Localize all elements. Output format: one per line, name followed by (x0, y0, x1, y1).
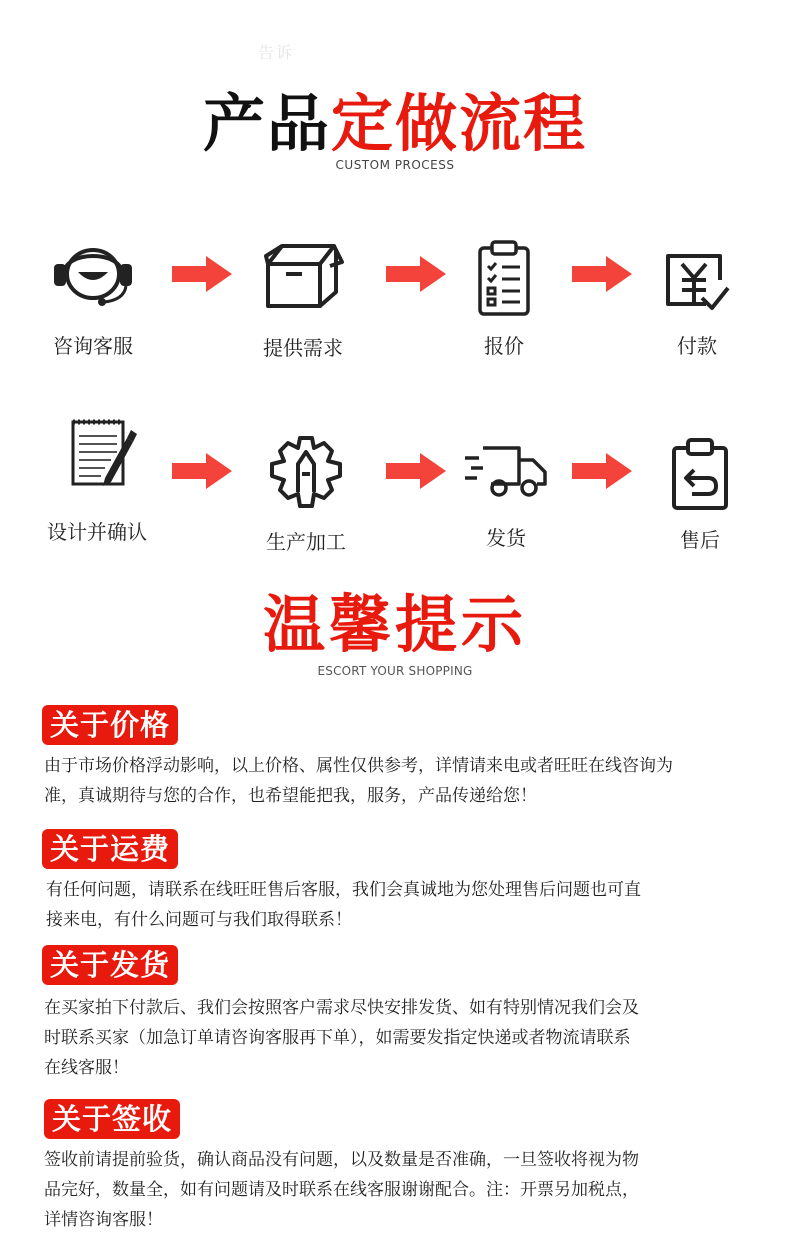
paragraph-price (44, 751, 744, 811)
step-label: 咨询客服 (53, 334, 133, 358)
step-label: 生产加工 (266, 530, 346, 554)
process-title-red: 定做流程 (331, 87, 588, 160)
step-consult (18, 236, 168, 359)
step-requirements (228, 240, 378, 361)
paragraph-line: 准，真诚期待与您的合作，也希望能把我，服务，产品传递给您！ (44, 786, 537, 806)
paragraph-line: 详情咨询客服！ (44, 1210, 163, 1230)
process-title (0, 84, 790, 164)
headset-icon (50, 236, 136, 308)
process-subtitle: CUSTOM PROCESS (335, 158, 455, 172)
paragraph-delivery (44, 993, 744, 1083)
step-shipping (431, 440, 581, 551)
yen-check-icon (662, 250, 732, 314)
tips-title: 温馨提示 (262, 588, 527, 661)
arrow-right-icon (172, 254, 232, 294)
step-label: 售后 (680, 528, 720, 552)
notepad-pen-icon (55, 414, 139, 490)
paragraph-line: 时联系买家（加急订单请咨询客服再下单），如需要发指定快递或者物流请联系 (44, 1028, 631, 1048)
delivery-truck-icon (461, 440, 551, 502)
paragraph-line: 签收前请提前验货，确认商品没有问题，以及数量是否准确，一旦签收将视为物 (44, 1150, 639, 1170)
step-label: 报价 (484, 334, 524, 358)
process-title-black: 产品 (202, 87, 331, 160)
paragraph-line: 品完好，数量全，如有问题请及时联系在线客服谢谢配合。注：开票另加税点， (44, 1180, 639, 1200)
step-quote (429, 238, 579, 359)
return-clipboard-icon (668, 436, 732, 512)
step-payment (622, 250, 772, 359)
faded-header-text: 告诉 (258, 43, 295, 62)
gear-pen-icon (268, 434, 344, 510)
box-icon (258, 240, 348, 310)
paragraph-shipping-fee (46, 875, 746, 935)
tag-price: 关于价格 (42, 705, 178, 745)
step-label: 付款 (677, 334, 717, 358)
paragraph-line: 接来电，有什么问题可与我们取得联系！ (46, 910, 352, 930)
paragraph-line: 有任何问题，请联系在线旺旺售后客服，我们会真诚地为您处理售后问题也可直 (46, 880, 641, 900)
step-production (231, 434, 381, 555)
step-design (22, 414, 172, 545)
paragraph-receipt (44, 1145, 744, 1235)
clipboard-checklist-icon (474, 238, 534, 318)
step-label: 发货 (486, 526, 526, 550)
tag-receipt: 关于签收 (44, 1099, 180, 1139)
tips-subtitle: ESCORT YOUR SHOPPING (317, 664, 473, 678)
arrow-right-icon (572, 451, 632, 491)
paragraph-line: 由于市场价格浮动影响，以上价格、属性仅供参考，详情请来电或者旺旺在线咨询为 (44, 756, 673, 776)
tag-delivery: 关于发货 (42, 945, 178, 985)
tag-shipping-fee: 关于运费 (42, 829, 178, 869)
arrow-right-icon (172, 451, 232, 491)
step-label: 提供需求 (263, 336, 343, 360)
paragraph-line: 在线客服！ (44, 1058, 129, 1078)
paragraph-line: 在买家拍下付款后、我们会按照客户需求尽快安排发货、如有特别情况我们会及 (44, 998, 639, 1018)
step-after-sales (625, 436, 775, 553)
step-label: 设计并确认 (47, 520, 147, 544)
